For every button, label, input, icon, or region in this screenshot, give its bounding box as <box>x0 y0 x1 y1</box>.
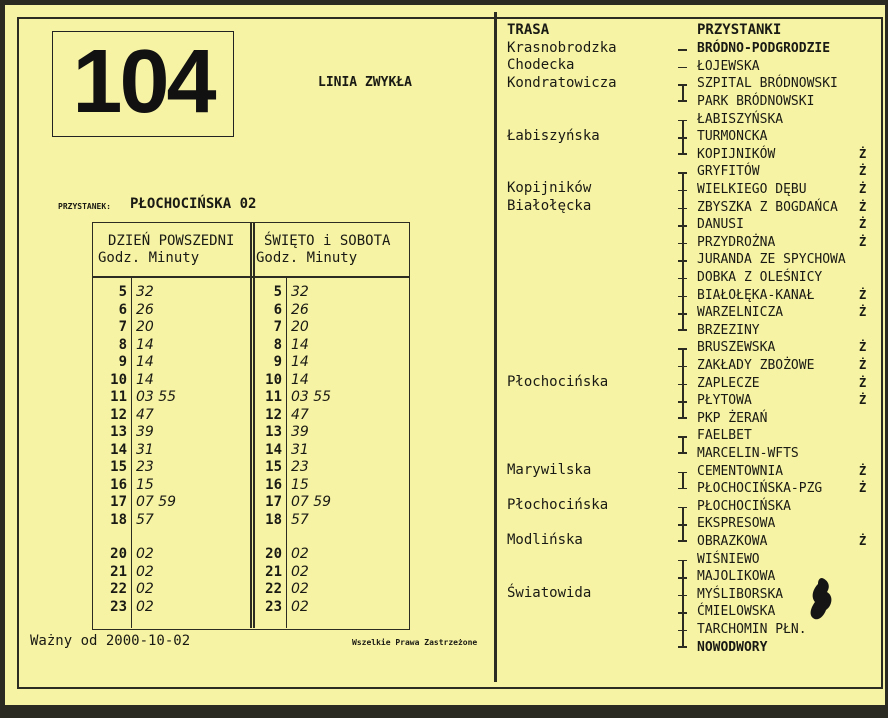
valid-from: Ważny od 2000-10-02 <box>30 633 191 649</box>
departure-minutes: 15 <box>291 476 309 493</box>
route-bracket <box>682 172 684 330</box>
departure-hour: 13 <box>265 424 282 440</box>
departure-minutes: 15 <box>136 476 154 493</box>
route-bracket <box>682 560 684 648</box>
departure-minutes: 02 <box>136 598 154 615</box>
line-type: LINIA ZWYKŁA <box>318 75 412 90</box>
on-demand-marker: Ż <box>859 481 867 496</box>
departure-hour: 6 <box>273 301 282 318</box>
holiday-header: ŚWIĘTO i SOBOTA <box>264 233 391 249</box>
route-street: Płochocińska <box>507 373 609 390</box>
route-stop: KOPIJNIKÓW <box>697 146 776 162</box>
departure-minutes: 57 <box>291 511 309 528</box>
departure-minutes: 02 <box>291 563 309 580</box>
departure-hour: 8 <box>273 336 282 353</box>
route-stop: ŁOJEWSKA <box>697 58 760 74</box>
departure-minutes: 47 <box>291 406 309 423</box>
route-dash <box>678 67 687 69</box>
route-bracket <box>682 472 684 490</box>
line-number-box <box>52 31 234 137</box>
departure-minutes: 26 <box>136 301 154 318</box>
departure-hour: 7 <box>118 319 127 335</box>
on-demand-marker: Ż <box>859 340 867 355</box>
departure-minutes: 14 <box>136 371 154 388</box>
on-demand-marker: Ż <box>859 234 867 249</box>
route-tick <box>678 595 687 597</box>
route-tick <box>678 524 687 526</box>
departure-hour: 22 <box>110 581 127 597</box>
route-stop: ŁABISZYŃSKA <box>697 111 784 127</box>
route-stop: MARCELIN-WFTS <box>697 445 799 461</box>
route-stop: DANUSI <box>697 217 744 233</box>
route-street: Kondratowicza <box>507 74 617 91</box>
hour-divider-holiday <box>286 276 287 628</box>
route-stop: PŁYTOWA <box>697 393 752 409</box>
holiday-subheader: Godz. Minuty <box>256 250 358 266</box>
departure-minutes: 26 <box>291 301 309 318</box>
route-street: Marywilska <box>507 461 592 478</box>
departure-hour: 17 <box>265 494 282 510</box>
departure-hour: 20 <box>265 546 282 562</box>
route-street: Płochocińska <box>507 497 609 514</box>
route-tick <box>678 260 687 262</box>
route-street: Modlińska <box>507 532 583 549</box>
departure-hour: 18 <box>265 511 282 528</box>
on-demand-marker: Ż <box>859 357 867 372</box>
route-tick <box>678 384 687 386</box>
route-tick <box>678 630 687 632</box>
route-bracket <box>682 84 684 102</box>
departure-minutes: 02 <box>136 546 154 562</box>
route-street: Kopijników <box>507 180 592 197</box>
route-stop: TURMONCKA <box>697 129 768 145</box>
departure-minutes: 02 <box>291 546 309 562</box>
departure-hour: 13 <box>110 424 127 440</box>
table-header-line <box>92 276 410 278</box>
route-stop: ZBYSZKA Z BOGDAŃCA <box>697 199 838 215</box>
column-divider <box>494 12 497 682</box>
weekday-hours <box>89 284 127 616</box>
departure-minutes: 32 <box>291 284 309 300</box>
route-street: Łabiszyńska <box>507 127 600 144</box>
departure-minutes: 57 <box>136 511 154 528</box>
weekday-minutes <box>136 284 176 616</box>
departure-hour: 14 <box>110 441 127 458</box>
route-stop: FAELBET <box>697 428 752 444</box>
on-demand-marker: Ż <box>859 375 867 390</box>
route-stop: CEMENTOWNIA <box>697 463 784 479</box>
route-stop: PŁOCHOCIŃSKA-PZG <box>697 481 823 497</box>
route-tick <box>678 612 687 614</box>
route-tick <box>678 243 687 245</box>
departure-minutes: 31 <box>291 441 309 458</box>
departure-minutes: 20 <box>136 319 154 335</box>
route-stop: PARK BRÓDNOWSKI <box>697 93 815 109</box>
route-stop: ZAPLECZE <box>697 375 760 391</box>
departure-minutes: 20 <box>291 319 309 335</box>
on-demand-marker: Ż <box>859 146 867 161</box>
departure-hour: 6 <box>118 301 127 318</box>
route-tick <box>678 366 687 368</box>
route-stop: ĆMIELOWSKA <box>697 604 776 620</box>
route-stop: WIELKIEGO DĘBU <box>697 181 807 197</box>
departure-hour: 10 <box>110 371 127 388</box>
route-stop: BRÓDNO-PODGRODZIE <box>697 41 831 57</box>
route-bracket <box>682 436 684 454</box>
departure-minutes: 07 59 <box>291 494 332 510</box>
on-demand-marker: Ż <box>859 164 867 179</box>
departure-hour: 12 <box>110 406 127 423</box>
departure-hour: 5 <box>273 284 282 300</box>
ink-stain <box>806 576 836 624</box>
route-stop: MAJOLIKOWA <box>697 569 776 585</box>
departure-hour: 16 <box>110 476 127 493</box>
route-tick <box>678 225 687 227</box>
route-street: Chodecka <box>507 57 575 74</box>
departure-minutes: 14 <box>136 336 154 353</box>
departure-hour: 16 <box>265 476 282 493</box>
route-stop: BIAŁOŁĘKA-KANAŁ <box>697 287 815 303</box>
route-stop: TARCHOMIN PŁN. <box>697 621 807 637</box>
route-street: Światowida <box>507 585 592 602</box>
route-stop: JURANDA ZE SPYCHOWA <box>697 252 846 268</box>
route-stop: PKP ŻERAŃ <box>697 410 768 426</box>
route-stop: ZAKŁADY ZBOŻOWE <box>697 357 815 373</box>
departure-hour: 11 <box>110 389 127 405</box>
route-stop: GRYFITÓW <box>697 164 760 180</box>
route-stop: PŁOCHOCIŃSKA <box>697 498 791 514</box>
on-demand-marker: Ż <box>859 463 867 478</box>
route-street: Krasnobrodzka <box>507 39 617 56</box>
route-stop: WIŚNIEWO <box>697 551 760 567</box>
departure-hour: 9 <box>273 354 282 370</box>
departure-hour: 15 <box>265 459 282 475</box>
route-stops-header: PRZYSTANKI <box>697 22 782 38</box>
departure-hour: 7 <box>273 319 282 335</box>
weekday-header: DZIEŃ POWSZEDNI <box>108 233 235 249</box>
route-stop: BRZEZINY <box>697 322 760 338</box>
route-tick <box>678 577 687 579</box>
on-demand-marker: Ż <box>859 305 867 320</box>
departure-hour: 11 <box>265 389 282 405</box>
departure-hour: 18 <box>110 511 127 528</box>
departure-hour: 8 <box>118 336 127 353</box>
departure-minutes: 14 <box>136 354 154 370</box>
departure-hour: 12 <box>265 406 282 423</box>
departure-hour: 14 <box>265 441 282 458</box>
route-tick <box>678 296 687 298</box>
route-stop: EKSPRESOWA <box>697 516 776 532</box>
route-stop: MYŚLIBORSKA <box>697 586 784 602</box>
departure-minutes: 03 55 <box>136 389 177 405</box>
departure-hour: 20 <box>110 546 127 562</box>
on-demand-marker: Ż <box>859 181 867 196</box>
route-dash <box>678 49 687 51</box>
departure-minutes: 47 <box>136 406 154 423</box>
departure-hour: 21 <box>265 563 282 580</box>
departure-minutes: 03 55 <box>291 389 332 405</box>
route-tick <box>678 401 687 403</box>
departure-hour: 22 <box>265 581 282 597</box>
route-streets-header: TRASA <box>507 22 550 38</box>
route-stop: OBRAZKOWA <box>697 533 768 549</box>
departure-minutes: 39 <box>136 424 154 440</box>
departure-hour: 17 <box>110 494 127 510</box>
route-stop: BRUSZEWSKA <box>697 340 776 356</box>
departure-minutes: 02 <box>136 563 154 580</box>
route-tick <box>678 190 687 192</box>
on-demand-marker: Ż <box>859 217 867 232</box>
departure-minutes: 07 59 <box>136 494 177 510</box>
departure-minutes: 23 <box>136 459 154 475</box>
on-demand-marker: Ż <box>859 533 867 548</box>
route-tick <box>678 278 687 280</box>
on-demand-marker: Ż <box>859 199 867 214</box>
stop-label: PRZYSTANEK: <box>58 202 111 211</box>
departure-minutes: 31 <box>136 441 154 458</box>
route-stop: PRZYDROŻNA <box>697 234 776 250</box>
departure-minutes: 23 <box>291 459 309 475</box>
departure-minutes: 14 <box>291 354 309 370</box>
route-stop: DOBKA Z OLEŚNICY <box>697 269 823 285</box>
departure-hour: 5 <box>118 284 127 300</box>
departure-minutes: 02 <box>291 598 309 615</box>
departure-hour: 23 <box>265 598 282 615</box>
line-number: 104 <box>72 32 214 132</box>
departure-hour: 15 <box>110 459 127 475</box>
departure-hour: 10 <box>265 371 282 388</box>
departure-minutes: 32 <box>136 284 154 300</box>
hour-divider-weekday <box>131 276 132 628</box>
stop-name: PŁOCHOCIŃSKA 02 <box>130 196 257 212</box>
departure-hour: 23 <box>110 598 127 615</box>
route-stop: SZPITAL BRÓDNOWSKI <box>697 76 838 92</box>
departure-minutes: 39 <box>291 424 309 440</box>
rights-notice: Wszelkie Prawa Zastrzeżone <box>352 638 478 647</box>
route-tick <box>678 313 687 315</box>
weekday-subheader: Godz. Minuty <box>98 250 200 266</box>
on-demand-marker: Ż <box>859 287 867 302</box>
route-tick <box>678 208 687 210</box>
holiday-hours <box>244 284 282 616</box>
route-stop: WARZELNICZA <box>697 305 784 321</box>
departure-hour: 9 <box>118 354 127 370</box>
route-street: Białołęcka <box>507 197 592 214</box>
departure-minutes: 02 <box>136 581 154 597</box>
route-tick <box>678 137 687 139</box>
on-demand-marker: Ż <box>859 393 867 408</box>
route-stop: NOWODWORY <box>697 639 768 655</box>
departure-minutes: 14 <box>291 371 309 388</box>
holiday-minutes <box>291 284 331 616</box>
departure-minutes: 14 <box>291 336 309 353</box>
departure-hour: 21 <box>110 563 127 580</box>
departure-minutes: 02 <box>291 581 309 597</box>
